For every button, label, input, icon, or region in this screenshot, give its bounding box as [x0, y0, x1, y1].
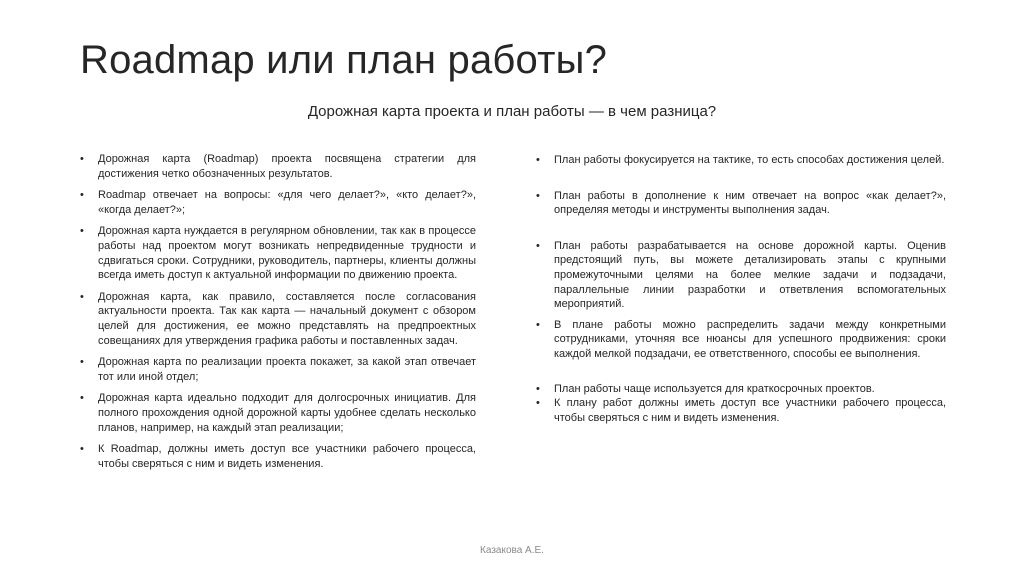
list-item [80, 224, 476, 282]
list-item-text: Дорожная карта, как правило, составляется после согласования актуальности проекта. Так как карта — начальный документ с обзором целей для достижения, ее можно представлять на предпроектных совещаниях для утверждения графика работы и поставленных задач. [98, 290, 476, 347]
list-item-text: Дорожная карта идеально подходит для долгосрочных инициатив. Для полного прохождения одной дорожной карты удобнее сделать несколько планов, например, на каждый этап реализации; [98, 392, 476, 434]
list-item-text: Дорожная карта по реализации проекта покажет, за какой этап отвечает тот или иной отдел; [98, 356, 476, 383]
slide-title: Roadmap или план работы? [80, 38, 608, 82]
list-item-text: К плану работ должны иметь доступ все участники рабочего процесса, чтобы сверяться с ним и видеть изменения. [554, 397, 946, 424]
list-item [536, 189, 946, 218]
bullet-icon: • [536, 189, 540, 202]
list-item [536, 318, 946, 362]
list-item [80, 290, 476, 348]
list-item-text: Дорожная карта (Roadmap) проекта посвящена стратегии для достижения четко обозначенных результатов. [98, 153, 476, 180]
bullet-icon: • [80, 290, 84, 303]
list-item [536, 153, 946, 168]
list-item-text: К Roadmap, должны иметь доступ все участники рабочего процесса, чтобы сверяться с ним и видеть изменения. [98, 443, 476, 470]
list-item-text: План работы чаще используется для краткосрочных проектов. [554, 382, 875, 395]
bullet-icon: • [536, 318, 540, 331]
bullet-icon: • [80, 443, 84, 456]
work-plan-bullet-list [536, 153, 946, 425]
list-item [80, 442, 476, 471]
list-item-text: Roadmap отвечает на вопросы: «для чего делает?», «кто делает?», «когда делает?»; [98, 189, 476, 216]
list-item [80, 355, 476, 384]
bullet-icon: • [536, 397, 540, 410]
list-item-text: В плане работы можно распределить задачи между конкретными сотрудниками, уточняя все нюансы для успешного продвижения: сроки каждой мелкой подзадачи, ее ответственного, способы ее выполнения. [554, 318, 946, 360]
bullet-icon: • [80, 189, 84, 202]
list-item [536, 239, 946, 312]
list-item-text: Дорожная карта нуждается в регулярном обновлении, так как в процессе работы над проектом могут возникать непредвиденные трудности и сдвигаться сроки. Сотрудники, руководитель, партнеры, клиенты должны всегда иметь доступ к актуальной информации по движению проекта. [98, 225, 476, 282]
bullet-icon: • [536, 154, 540, 166]
bullet-icon: • [80, 225, 84, 238]
list-item [536, 396, 946, 425]
list-item-text: План работы в дополнение к ним отвечает на вопрос «как делает?», определяя методы и инструменты выполнения задач. [554, 189, 946, 217]
list-item [536, 382, 946, 397]
slide-subtitle: Дорожная карта проекта и план работы — в чем разница? [307, 103, 717, 120]
slide-footer: Казакова А.Е. [480, 545, 544, 556]
bullet-icon: • [80, 153, 84, 165]
bullet-icon: • [536, 382, 540, 395]
bullet-icon: • [80, 392, 84, 405]
list-item-text: План работы разрабатывается на основе дорожной карты. Оценив предстоящий путь, вы можете детализировать этапы с крупными промежуточными целями на более мелкие задачи и подзадачи, параллельные линии разработки и ответвления вспомогательных мероприятий. [554, 239, 946, 311]
list-item [80, 152, 476, 181]
roadmap-bullet-list [80, 152, 476, 478]
list-item [80, 188, 476, 217]
bullet-icon: • [80, 356, 84, 369]
list-item-text: План работы фокусируется на тактике, то есть способах достижения целей. [554, 154, 945, 166]
list-item [80, 391, 476, 435]
bullet-icon: • [536, 239, 540, 252]
